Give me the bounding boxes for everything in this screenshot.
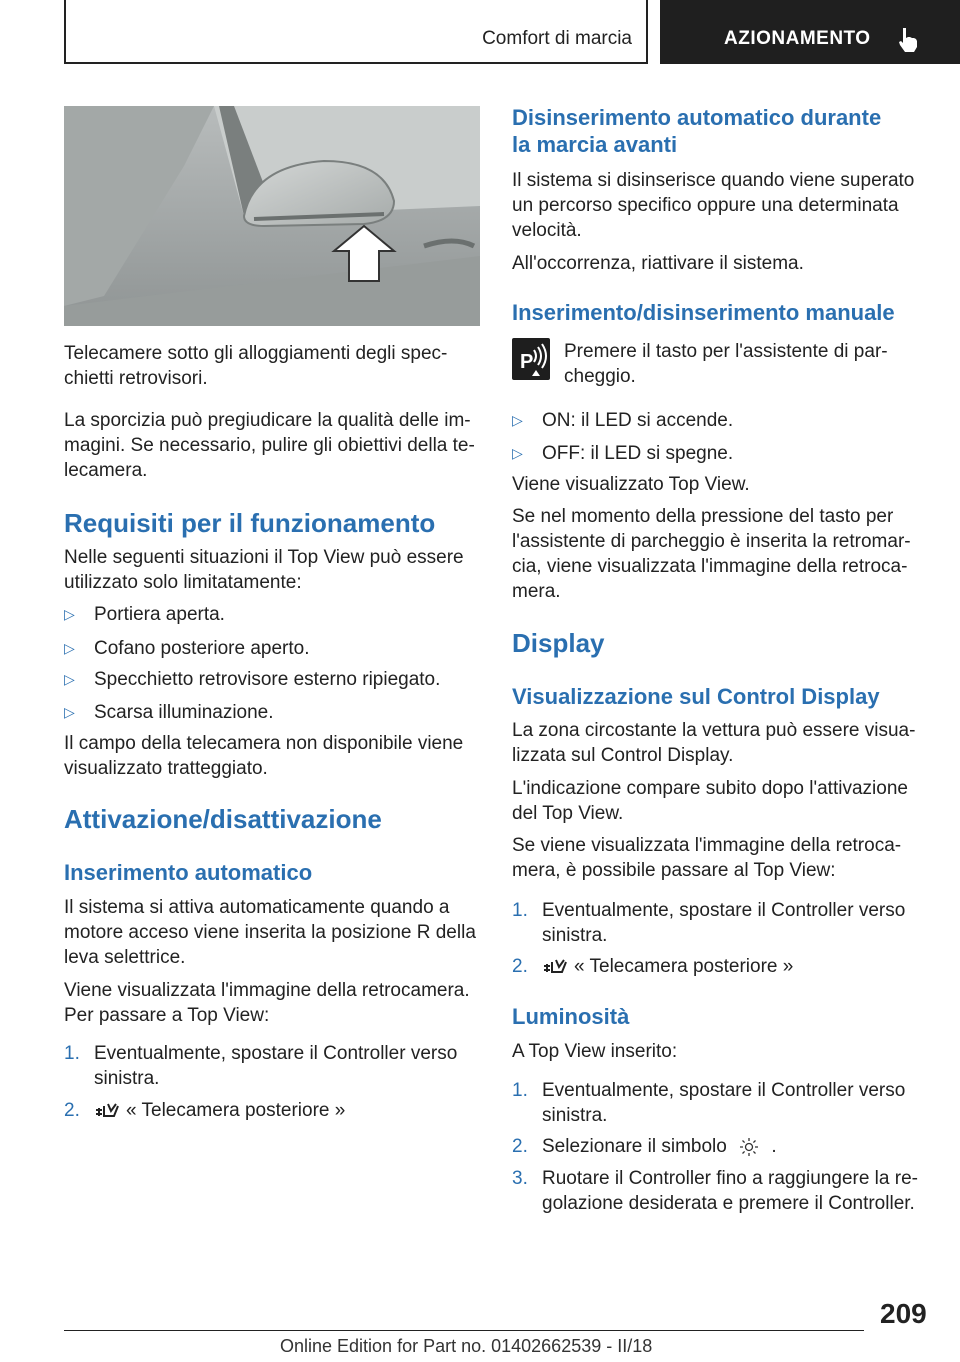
bullet-triangle-icon: ▷ [64, 671, 75, 687]
bullet-triangle-icon: ▷ [64, 606, 75, 622]
page-number: 209 [880, 1298, 927, 1329]
dis-para-line1: Il sistema si disinserisce quando viene superato [512, 170, 915, 191]
svg-text:P: P [520, 351, 534, 373]
auto-para-line1: Il sistema si attiva automaticamente quando a [64, 897, 450, 918]
header-section-box [64, 0, 648, 64]
heading-visualizzazione: Visualizzazione sul Control Display [512, 684, 880, 709]
auto-para-line3: leva selettrice. [64, 947, 186, 968]
dis-para-line2: un percorso specifico oppure una determinata [512, 195, 899, 216]
header-section-title: Comfort di marcia [482, 28, 632, 49]
zona-para-line2: lizzata sul Control Display. [512, 745, 734, 766]
dis-para-line3: velocità. [512, 220, 582, 241]
req-para-line2: utilizzato solo limitatamente: [64, 572, 302, 593]
topview-on-para: A Top View inserito: [512, 1041, 678, 1062]
heading-luminosita: Luminosità [512, 1004, 630, 1029]
zona-para-line1: La zona circostante la vettura può essere visua- [512, 720, 916, 741]
req-para-line1: Nelle seguenti situazioni il Top View può essere [64, 547, 464, 568]
field-para-line1: Il campo della telecamera non disponibile viene [64, 733, 464, 754]
photo-caption-line1: Telecamere sotto gli alloggiamenti degli spec- [64, 343, 448, 364]
hand-pointer-icon [896, 26, 920, 54]
photo-caption-line2: chietti retrovisori. [64, 368, 208, 389]
press-para-line1: Premere il tasto per l'assistente di par- [564, 341, 888, 362]
ind-para-line1: L'indicazione compare subito dopo l'attivazione [512, 778, 908, 799]
press-para-line2: cheggio. [564, 366, 636, 387]
se-para-line1: Se nel momento della pressione del tasto per [512, 506, 894, 527]
bullet-triangle-icon: ▷ [512, 412, 523, 428]
bullet-triangle-icon: ▷ [64, 704, 75, 720]
heading-attivazione: Attivazione/disattivazione [64, 804, 382, 834]
rear-camera-icon [542, 958, 568, 976]
rear-para-line2: Per passare a Top View: [64, 1005, 270, 1026]
rear-camera-icon [94, 1102, 120, 1120]
ind-para-line2: del Top View. [512, 803, 624, 824]
header-chapter-title: AZIONAMENTO [724, 28, 871, 49]
heading-disinserimento-line2: la marcia avanti [512, 132, 678, 157]
bullet-triangle-icon: ▷ [512, 445, 523, 461]
sev-para-line1: Se viene visualizzata l'immagine della retroca- [512, 835, 902, 856]
brightness-icon [736, 1137, 762, 1157]
dirt-para-line3: lecamera. [64, 460, 148, 481]
heading-requisiti: Requisiti per il funzionamento [64, 508, 436, 538]
mirror-camera-photo [64, 106, 480, 326]
heading-manuale: Inserimento/disinserimento manuale [512, 300, 895, 325]
heading-display: Display [512, 628, 605, 658]
se-para-line2: l'assistente di parcheggio è inserita la retromar- [512, 531, 911, 552]
topview-para: Viene visualizzato Top View. [512, 474, 750, 495]
heading-disinserimento-line1: Disinserimento automatico durante [512, 105, 882, 130]
se-para-line4: mera. [512, 581, 561, 602]
se-para-line3: cia, viene visualizzata l'immagine della retroca- [512, 556, 908, 577]
field-para-line2: visualizzato tratteggiato. [64, 758, 268, 779]
park-assist-button-icon [512, 338, 550, 380]
footer-divider [64, 1330, 864, 1331]
auto-para-line2: motore acceso viene inserita la posizione R della [64, 922, 476, 943]
sev-para-line2: mera, è possibile passare al Top View: [512, 860, 836, 881]
heading-inserimento-automatico: Inserimento automatico [64, 860, 313, 885]
bullet-triangle-icon: ▷ [64, 640, 75, 656]
reactivate-para: All'occorrenza, riattivare il sistema. [512, 253, 804, 274]
rear-para-line1: Viene visualizzata l'immagine della retrocamera. [64, 980, 470, 1001]
header-chapter-box [660, 0, 960, 64]
edition-footer: Online Edition for Part no. 01402662539 - II/18 [280, 1336, 653, 1356]
dirt-para-line2: magini. Se necessario, pulire gli obiettivi della te- [64, 435, 475, 456]
dirt-para-line1: La sporcizia può pregiudicare la qualità delle im- [64, 410, 471, 431]
